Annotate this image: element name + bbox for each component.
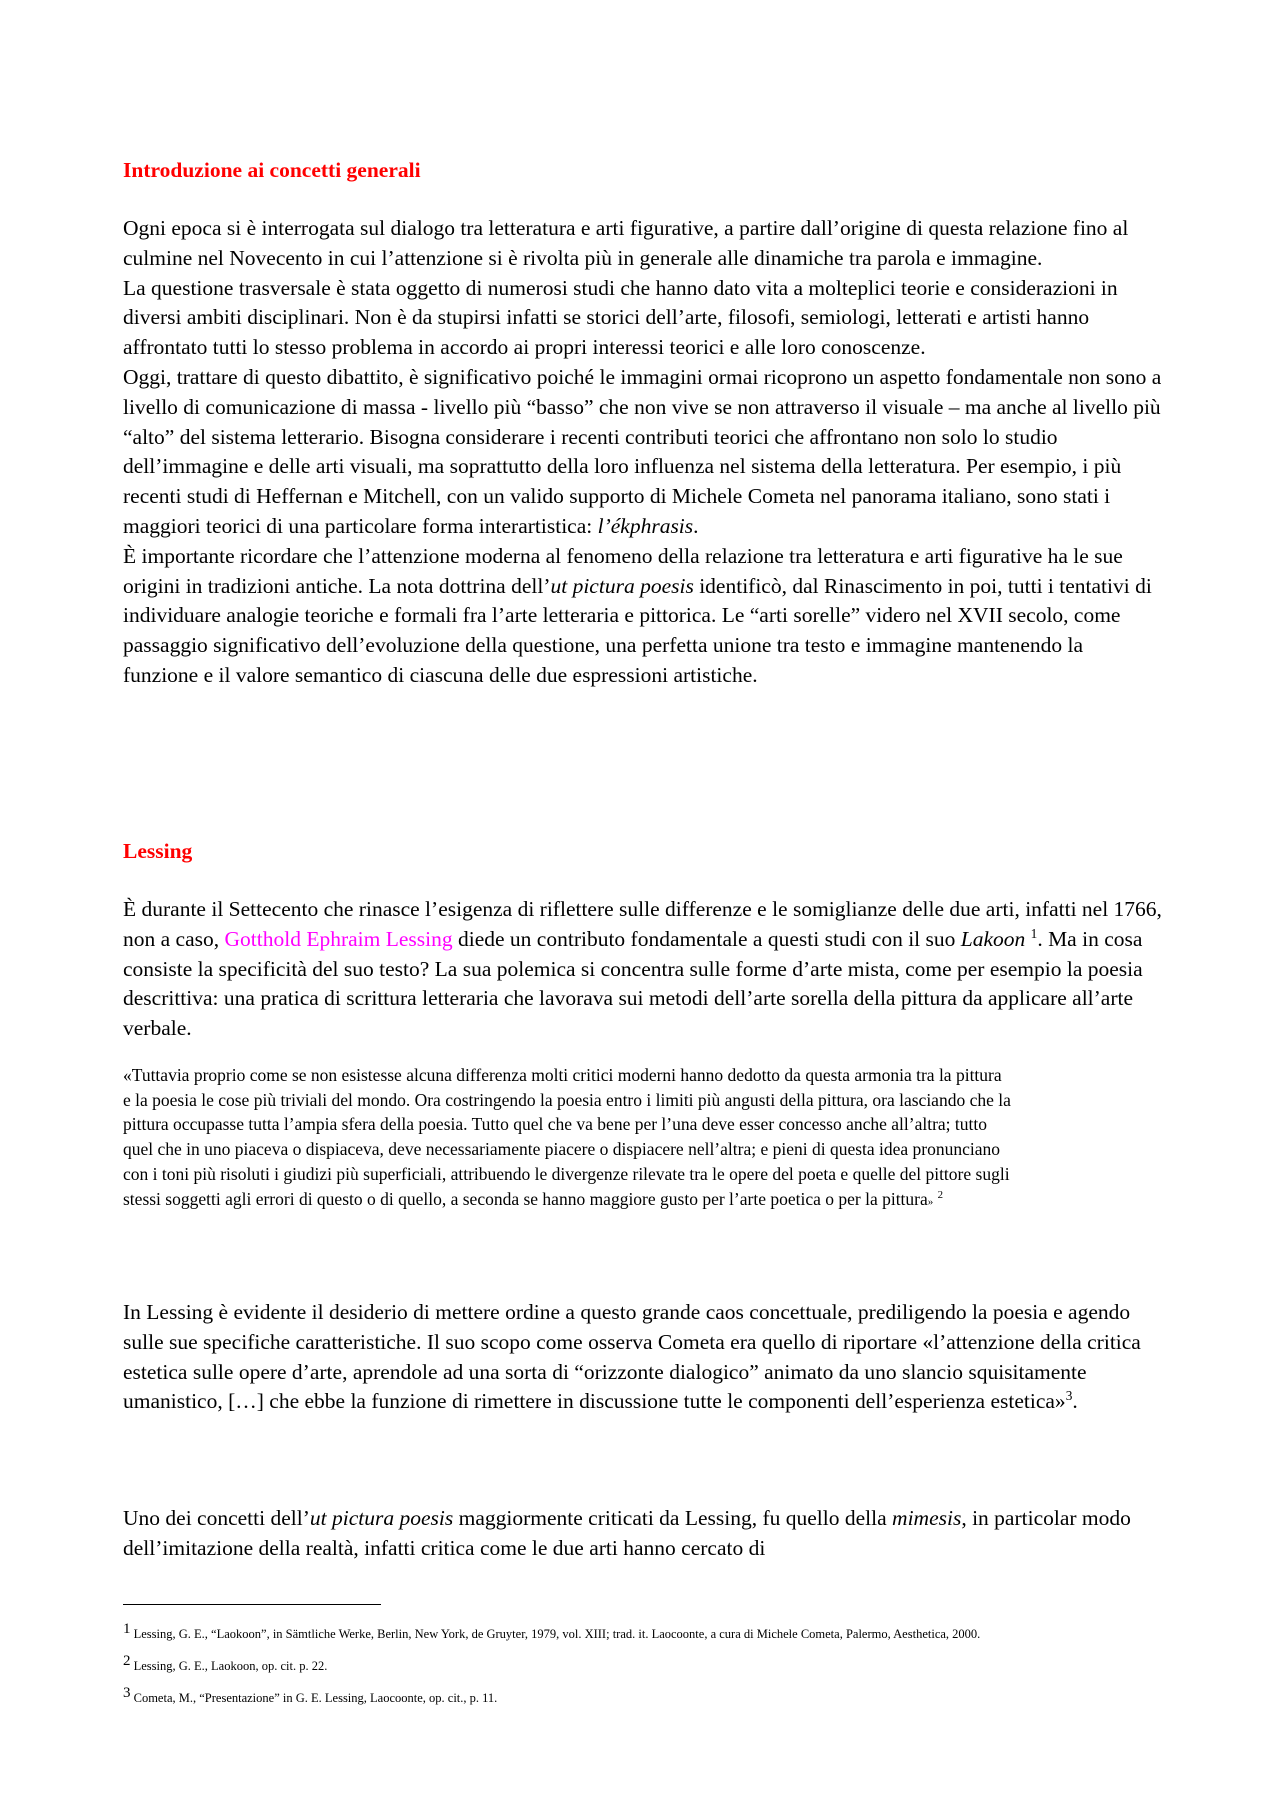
footnote-ref-3[interactable]: 3 xyxy=(1065,1388,1073,1404)
footnote-2: 2 Lessing, G. E., Laokoon, op. cit. p. 22. xyxy=(123,1653,328,1673)
intro-paragraph-4: È importante ricordare che l’attenzione moderna al fenomeno della relazione tra letteratura e arti figurative ha le sue origini in tradizioni antiche. La nota dottrina dell’ut pictura poesis identificò, dal Rinascimento in poi, tutti i tentativi di individuare analogie teoriche e formali fra l’arte letteraria e pittorica. Le “arti sorelle” videro nel XVII secolo, come passaggio significativo dell’evoluzione della questione, una perfetta unione tra testo e immagine mantenendo la funzione e il valore semantico di ciascuna delle due espressioni artistiche. xyxy=(123,543,1152,687)
lessing-body-2 xyxy=(123,1298,1163,1417)
footnote-3: 3 Cometa, M., “Presentazione” in G. E. Lessing, Laocoonte, op. cit., p. 11. xyxy=(123,1685,498,1705)
intro-paragraph-3: Oggi, trattare di questo dibattito, è significativo poiché le immagini ormai ricoprono un aspetto fondamentale non sono a livello di comunicazione di massa - livello più “basso” che non vive se non attraverso il visuale – ma anche al livello più “alto” del sistema letterario. Bisogna considerare i recenti contributi teorici che affrontano non solo lo studio dell’immagine e delle arti visuali, ma soprattutto della loro influenza nel sistema della letteratura. Per esempio, i più recenti studi di Heffernan e Mitchell, con un valido supporto di Michele Cometa nel panorama italiano, sono stati i maggiori teorici di una particolare forma interartistica: l’ékphrasis. xyxy=(123,364,1162,538)
ut-pictura-term: ut pictura poesis xyxy=(550,573,694,598)
lakoon-title: Lakoon xyxy=(960,926,1026,951)
footnote-separator xyxy=(123,1604,381,1605)
ekphrasis-term: l’ékphrasis xyxy=(597,513,694,538)
lessing-name-link[interactable]: Gotthold Ephraim Lessing xyxy=(224,926,453,951)
lessing-paragraph-2: In Lessing è evidente il desiderio di mettere ordine a questo grande caos concettuale, prediligendo la poesia e agendo sulle sue specifiche caratteristiche. Il suo scopo come osserva Cometa era quello di riportare «l’attenzione della critica estetica sulle opere d’arte, aprendole ad una sorta di “orizzonte dialogico” animato da uno slancio squisitamente umanistico, […] che ebbe la funzione di rimettere in discussione tutte le componenti dell’esperienza estetica»$^3$. xyxy=(123,1300,1141,1414)
section-heading-intro: Introduzione ai concetti generali xyxy=(123,158,421,182)
intro-paragraph-2: La questione trasversale è stata oggetto di numerosi studi che hanno dato vita a molteplici teorie e considerazioni in diversi ambiti disciplinari. Non è da stupirsi infatti se storici dell’arte, filosofi, semiologi, letterati e artisti hanno affrontato tutti lo stesso problema in accordo ai propri interessi teorici e alle loro conoscenze. xyxy=(123,275,1118,360)
lessing-body-3 xyxy=(123,1504,1163,1564)
lessing-body-1 xyxy=(123,895,1163,1044)
footnote-1: 1 Lessing, G. E., “Laokoon”, in Sämtliche Werke, Berlin, New York, de Gruyter, 1979, vol. XIII; trad. it. Laocoonte, a cura di Michele Cometa, Palermo, Aesthetica, 2000. xyxy=(123,1621,981,1641)
lessing-paragraph-1: È durante il Settecento che rinasce l’esigenza di riflettere sulle differenze e le somiglianze delle due arti, infatti nel 1766, non a caso, Gotthold Ephraim Lessing diede un contributo fondamentale a questi studi con il suo Lakoon $^1$. Ma in cosa consiste la specificità del suo testo? La sua polemica si concentra sulle forme d’arte mista, come per esempio la poesia descrittiva: una pratica di scrittura letteraria che lavorava sui metodi dell’arte sorella della pittura da applicare all’arte verbale. xyxy=(123,897,1162,1041)
intro-body xyxy=(123,214,1163,691)
footnotes xyxy=(123,1616,1223,1712)
footnote-ref-1[interactable]: 1 xyxy=(1030,925,1038,941)
lessing-paragraph-3: Uno dei concetti dell’ut pictura poesis maggiormente criticati da Lessing, fu quello della mimesis, in particolar modo dell’imitazione della realtà, infatti critica come le due arti hanno cercato di xyxy=(123,1506,1131,1560)
intro-paragraph-1: Ogni epoca si è interrogata sul dialogo tra letteratura e arti figurative, a partire dall’origine di questa relazione fino al culmine nel Novecento in cui l’attenzione si è rivolta più in generale alle dinamiche tra parola e immagine. xyxy=(123,216,1129,270)
footnote-ref-2[interactable]: 2 xyxy=(937,1188,944,1201)
section-heading-lessing: Lessing xyxy=(123,839,193,863)
lessing-quote: «Tuttavia proprio come se non esistesse alcuna differenza molti critici moderni hanno dedotto da questa armonia tra la pittura e la poesia le cose più triviali del mondo. Ora costringendo la poesia entro i limiti più angusti della pittura, ora lasciando che la pittura occupasse tutta l’ampia sfera della poesia. Tutto quel che va bene per l’una deve esser concesso anche all’altra; tutto quel che in uno piaceva o dispiaceva, deve necessariamente piacere o dispiacere nell’altra; e pieni di questa idea pronunciano con i toni più risoluti i giudizi più superficiali, attribuendo le divergenze rilevate tra le opere del poeta e quelle del pittore sugli stessi soggetti agli errori di questo o di quello, a seconda se hanno maggiore gusto per l’arte poetica o per la pittura» $^2$ xyxy=(123,1065,1011,1209)
